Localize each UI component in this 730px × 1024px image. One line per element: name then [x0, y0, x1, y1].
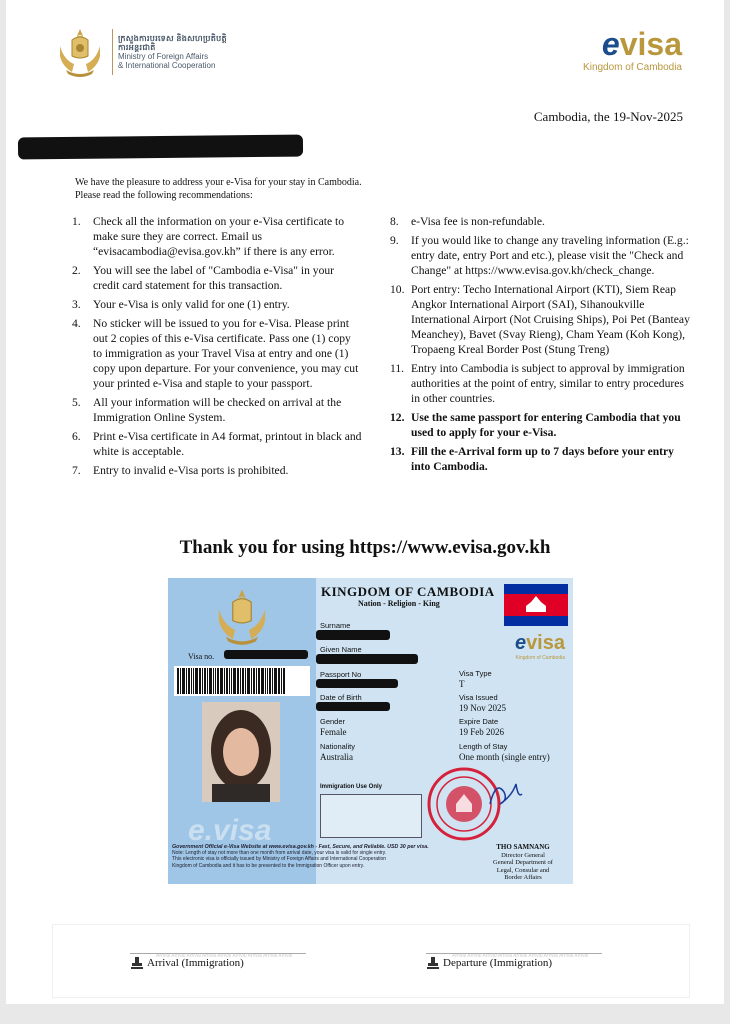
- list-item: 6. Print e-Visa certificate in A4 format, printout in black and white is acceptable.: [72, 430, 362, 458]
- applicant-photo: [202, 702, 280, 802]
- visa-type-value: T: [459, 679, 465, 689]
- evisa-logo: [583, 28, 682, 73]
- barcode: [174, 666, 310, 696]
- ministry-header: [54, 26, 232, 78]
- list-item: 10. Port entry: Techo International Airport (KTI), Siem Reap Angkor International Airport (SAI), Sihanoukville International Airport (Not Cruising Ships), Poi Pet (Banteay Meanchey), Bavet (Svay Rieng), Cham Yeam (Koh Kong), Tropaeng Kreal Border Post (Stung Treng): [390, 283, 690, 356]
- recommendations-right: [390, 214, 690, 478]
- redacted-passport: [316, 679, 398, 688]
- signature-icon: [486, 774, 526, 814]
- passport-label: Passport No: [320, 670, 362, 679]
- visa-type-label: Visa Type: [459, 669, 492, 678]
- thank-you-line: Thank you for using https://www.evisa.gov.kh: [179, 537, 551, 558]
- list-item: 9. If you would like to change any traveling information (E.g.: entry date, entry Port and etc.), please visit the "Check and Change" at https://www.evisa.gov.kh/check_change.: [390, 234, 689, 277]
- signer-block: THO SAMNANG Director General General Department of Legal, Consular and Border Affairs: [493, 843, 553, 881]
- card-royal-arms-icon: [212, 586, 272, 646]
- departure-line: [426, 953, 602, 954]
- header-divider: [112, 29, 113, 75]
- stay-label: Length of Stay: [459, 742, 508, 751]
- expire-value: 19 Feb 2026: [459, 727, 504, 737]
- logo-subtitle: Kingdom of Cambodia: [583, 62, 682, 73]
- ministry-name-line1: Ministry of Foreign Affairs: [118, 52, 209, 61]
- cambodia-flag-icon: [504, 584, 568, 626]
- evisa-card: [168, 578, 573, 884]
- logo-e: e: [601, 26, 620, 62]
- list-item: 12. Use the same passport for entering Cambodia that you used to apply for your e-Visa.: [390, 411, 681, 439]
- list-item: 13. Fill the e-Arrival form up to 7 days before your entry into Cambodia.: [390, 445, 674, 473]
- portrait-icon: [202, 702, 280, 802]
- list-item: 2. You will see the label of "Cambodia e-Visa" in your credit card statement for this transaction.: [72, 264, 335, 292]
- list-item: 1. Check all the information on your e-Visa certificate to make sure they are correct. Email us “evisacambodia@evisa.gov.kh” if there is any error.: [72, 215, 345, 258]
- nationality-label: Nationality: [320, 742, 356, 751]
- gender-label: Gender: [320, 717, 346, 726]
- redacted-surname: [316, 630, 390, 640]
- card-logo-e: e: [514, 632, 527, 654]
- list-item: 11. Entry into Cambodia is subject to approval by immigration authorities at the point of entry, similar to entry procedures in other countries.: [390, 362, 685, 405]
- redacted-name: [18, 135, 303, 160]
- card-watermark: e.visa: [188, 814, 272, 847]
- card-logo-sub: Kingdom of Cambodia: [515, 655, 565, 661]
- logo-visa: visa: [619, 26, 682, 62]
- surname-label: Surname: [320, 621, 351, 630]
- card-motto: Nation - Religion - King: [358, 599, 440, 608]
- departure-dots: Arrival Arrival Arrival Arrival Arrival Arrival Arrival Arrival Arrival: [452, 953, 589, 959]
- departure-label: Departure (Immigration): [443, 957, 553, 969]
- arrival-port: [130, 956, 244, 970]
- ministry-text: [118, 34, 232, 71]
- arrival-label: Arrival (Immigration): [147, 957, 244, 969]
- stamp-icon: [130, 956, 144, 970]
- list-item: 3. Your e-Visa is only valid for one (1) entry.: [72, 298, 290, 311]
- departure-port: [426, 956, 552, 970]
- visa-issued-value: 19 Nov 2025: [459, 703, 506, 713]
- immigration-use-label: Immigration Use Only: [320, 784, 383, 790]
- recommendations-left: [72, 214, 362, 482]
- evisa-document: [6, 0, 724, 1004]
- card-evisa-logo: [515, 632, 565, 661]
- redacted-given-name: [316, 654, 418, 664]
- dob-label: Date of Birth: [320, 693, 362, 702]
- stay-value: One month (single entry): [459, 752, 550, 762]
- redacted-visa-no: [224, 650, 308, 659]
- arrival-dots: Arrival Arrival Arrival Arrival Arrival Arrival Arrival Arrival Arrival: [156, 953, 293, 959]
- intro: [75, 176, 362, 202]
- intro-line1: We have the pleasure to address your e-Visa for your stay in Cambodia.: [75, 177, 362, 188]
- intro-line2: Please read the following recommendations:: [75, 190, 253, 201]
- card-logo-visa: visa: [526, 632, 565, 654]
- stamp-icon: [426, 956, 440, 970]
- list-item: 4. No sticker will be issued to you for e-Visa. Please print out 2 copies of this e-Visa certificate. Pass one (1) copy to immigration as your Travel Visa at entry and one (1) copy upon departure. For your convenience, you may cut your printed e-Visa and staple to your passport.: [72, 317, 359, 390]
- ministry-name-line2: & International Cooperation: [118, 61, 216, 71]
- royal-arms-icon: [54, 26, 106, 78]
- given-name-label: Given Name: [320, 645, 362, 654]
- ministry-khmer: ក្រសួងការបរទេស និងសហប្រតិបត្តិការអន្តរជាតិ: [118, 33, 227, 52]
- redacted-dob: [316, 702, 390, 711]
- visa-no-label: Visa no.: [188, 652, 215, 661]
- nationality-value: Australia: [320, 752, 353, 762]
- card-footer-note: Government Official e-Visa Website at www.evisa.gov.kh - Fast, Secure, and Reliable. USD 30 per visa. Note: Length of stay not more than one month from arrival date, your visa is valid for single entry. This electronic visa is officially issued by Ministry of Foreign Affairs and International Cooperation Kingdom of Cambodia and it has to be presented to the Immigration Officer upon entry.: [172, 844, 429, 869]
- issue-date: Cambodia, the 19-Nov-2025: [533, 109, 683, 124]
- list-item: 8. e-Visa fee is non-refundable.: [390, 215, 545, 228]
- visa-issued-label: Visa Issued: [459, 693, 498, 702]
- expire-label: Expire Date: [459, 717, 499, 726]
- gender-value: Female: [320, 727, 347, 737]
- list-item: 7. Entry to invalid e-Visa ports is prohibited.: [72, 464, 289, 477]
- card-kingdom: KINGDOM OF CAMBODIA: [321, 584, 495, 599]
- list-item: 5. All your information will be checked on arrival at the Immigration Online System.: [72, 396, 342, 424]
- arrival-line: [130, 953, 306, 954]
- immigration-box: [320, 794, 422, 838]
